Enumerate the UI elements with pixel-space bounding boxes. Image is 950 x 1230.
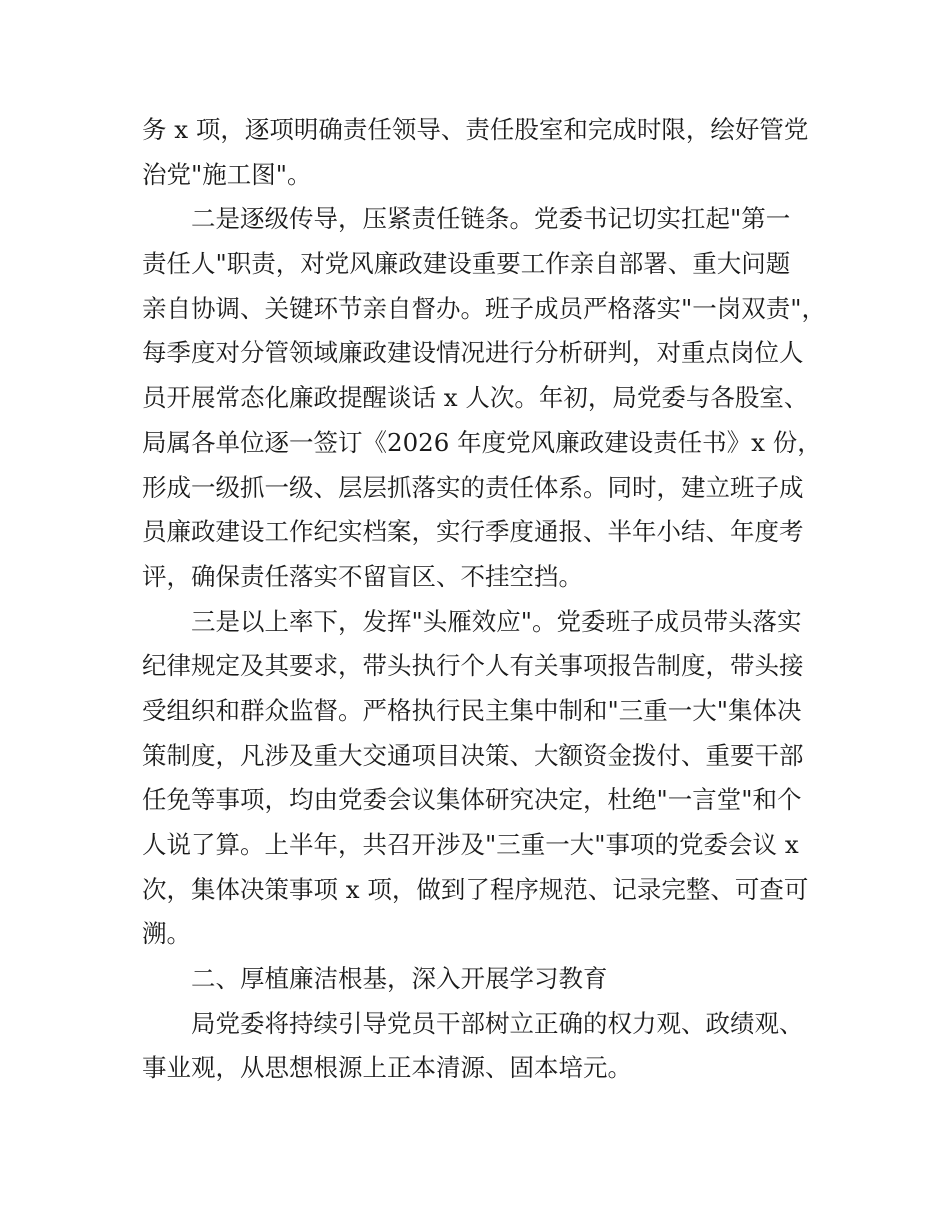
text-line: 任免等事项，均由党委会议集体研究决定，杜绝"一言堂"和个	[142, 785, 802, 815]
document-body	[142, 108, 827, 1091]
text-line: 人说了算。上半年，共召开涉及"三重一大"事项的党委会议 x	[142, 830, 799, 859]
text-line: 受组织和群众监督。严格执行民主集中制和"三重一大"集体决	[142, 695, 802, 725]
text-line: 员开展常态化廉政提醒谈话 x 人次。年初，局党委与各股室、	[142, 383, 809, 413]
text-line: 二是逐级传导，压紧责任链条。党委书记切实扛起"第一	[191, 204, 791, 234]
text-line: 局党委将持续引导党员干部树立正确的权力观、政绩观、	[191, 1008, 804, 1038]
text-line: 治党"施工图"。	[142, 159, 312, 189]
text-line: 评，确保责任落实不留盲区、不挂空挡。	[142, 561, 583, 591]
heading-text: 二、厚植廉洁根基，深入开展学习教育	[191, 964, 608, 994]
text-line: 员廉政建设工作纪实档案，实行季度通报、半年小结、年度考	[142, 517, 804, 547]
text-line: 每季度对分管领域廉政建设情况进行分析研判，对重点岗位人	[142, 338, 804, 368]
text-line: 三是以上率下，发挥"头雁效应"。党委班子成员带头落实	[191, 606, 802, 636]
paragraph-responsibility-chain	[142, 197, 827, 599]
text-line: 策制度，凡涉及重大交通项目决策、大额资金拨付、重要干部	[142, 740, 804, 770]
text-line: 事业观，从思想根源上正本清源、固本培元。	[142, 1053, 632, 1083]
text-line: 溯。	[142, 919, 191, 949]
text-line: 次，集体决策事项 x 项，做到了程序规范、记录完整、可查可	[142, 874, 809, 904]
paragraph-education-intro	[142, 1002, 822, 1091]
text-line: 纪律规定及其要求，带头执行个人有关事项报告制度，带头接	[142, 651, 804, 681]
section-heading	[142, 957, 822, 1002]
text-line: 责任人"职责，对党风廉政建设重要工作亲自部署、重大问题	[142, 249, 791, 279]
paragraph-lead-by-example	[142, 600, 822, 958]
text-line: 务 x 项，逐项明确责任领导、责任股室和完成时限，绘好管党	[142, 115, 809, 144]
paragraph-continuation	[142, 108, 822, 197]
text-line: 亲自协调、关键环节亲自督办。班子成员严格落实"一岗双责"，	[142, 293, 827, 323]
text-line: 形成一级抓一级、层层抓落实的责任体系。同时，建立班子成	[142, 472, 804, 502]
text-line: 局属各单位逐一签订《2026 年度党风廉政建设责任书》x 份，	[142, 427, 822, 457]
